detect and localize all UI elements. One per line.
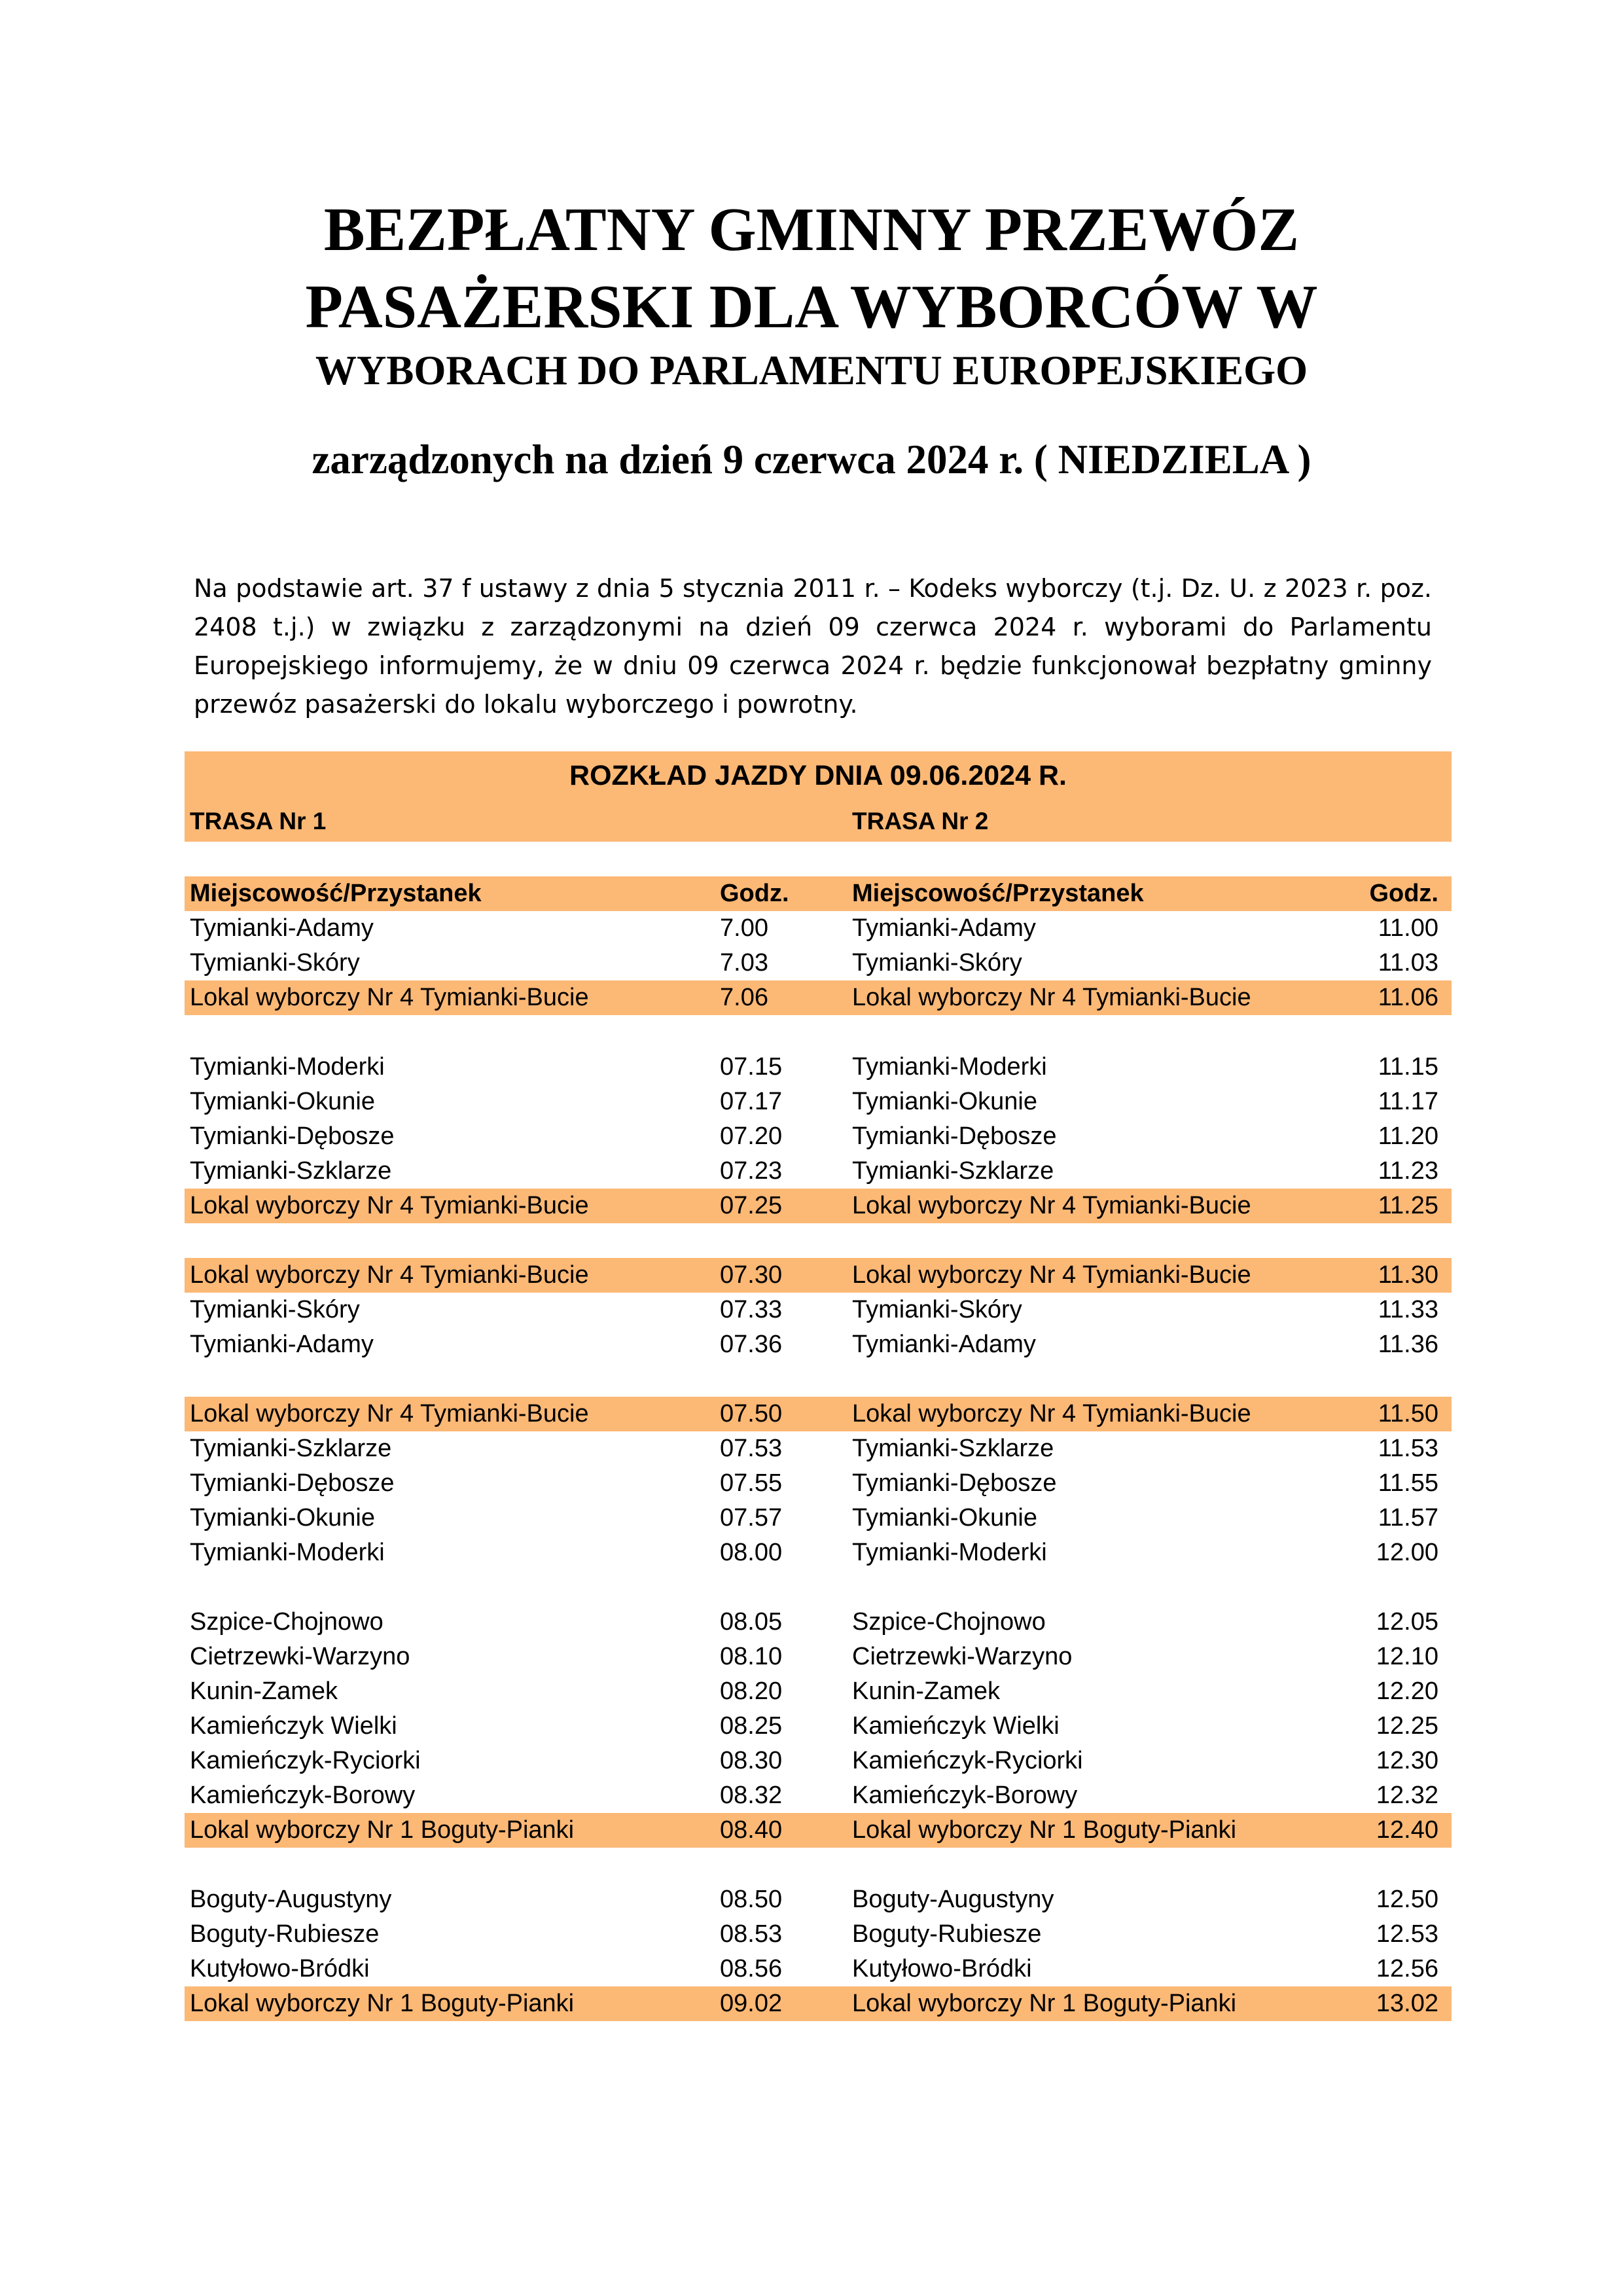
route-2-time: 11.00 (1378, 914, 1438, 942)
route-1-time: 08.20 (720, 1677, 783, 1705)
route-1-time: 07.53 (720, 1435, 783, 1462)
route-1-stop: Tymianki-Adamy (190, 1331, 374, 1358)
route-2-time: 11.06 (1378, 984, 1438, 1011)
route-2-time: 12.20 (1376, 1677, 1438, 1705)
route-1-time: 07.57 (720, 1504, 783, 1532)
route-2-stop: Lokal wyborczy Nr 4 Tymianki-Bucie (852, 1261, 1251, 1289)
route-2-time: 11.53 (1378, 1435, 1438, 1462)
stop-row (185, 1674, 1452, 1709)
route-1-stop: Tymianki-Skóry (190, 949, 360, 977)
route-2-time: 11.50 (1378, 1400, 1438, 1427)
stop-row (185, 1640, 1452, 1674)
route-1-time: 07.25 (720, 1192, 783, 1219)
stop-row (185, 1327, 1452, 1362)
stop-row (185, 1085, 1452, 1119)
route-2-time: 12.50 (1376, 1886, 1438, 1913)
route-1-time: 08.53 (720, 1920, 783, 1948)
stop-row (185, 1605, 1452, 1640)
route-1-time: 07.17 (720, 1088, 783, 1115)
route-1-stop: Tymianki-Dębosze (190, 1469, 395, 1497)
route-2-time: 11.20 (1378, 1122, 1438, 1150)
route-2-stop: Boguty-Rubiesze (852, 1920, 1042, 1948)
stop-row (185, 1882, 1452, 1917)
route-1-stop: Kamieńczyk-Ryciorki (190, 1747, 421, 1774)
stop-row (185, 1050, 1452, 1085)
route-2-stop: Lokal wyborczy Nr 1 Boguty-Pianki (852, 1816, 1237, 1844)
route-1-time: 07.55 (720, 1469, 783, 1497)
route-2-stop: Kamieńczyk Wielki (852, 1712, 1060, 1740)
route-2-time: 11.15 (1378, 1053, 1438, 1081)
route-2-time: 12.10 (1376, 1643, 1438, 1670)
row-gap (185, 1570, 1452, 1605)
route-1-label: TRASA Nr 1 (190, 808, 327, 834)
page-title-line-3: WYBORACH DO PARLAMENTU EUROPEJSKIEGO (315, 348, 1308, 393)
route-1-time: 7.00 (720, 914, 768, 942)
route-1-time: 08.56 (720, 1955, 783, 1982)
route-2-time: 12.05 (1376, 1608, 1438, 1636)
route-2-time: 11.17 (1378, 1088, 1438, 1115)
route-1-time: 7.06 (720, 984, 768, 1011)
route-2-stop: Lokal wyborczy Nr 4 Tymianki-Bucie (852, 1400, 1251, 1427)
route-1-time: 07.33 (720, 1296, 783, 1323)
route-1-time: 07.36 (720, 1331, 783, 1358)
route-2-stop: Tymianki-Dębosze (852, 1469, 1057, 1497)
route-2-stop: Tymianki-Adamy (852, 914, 1036, 942)
route-1-time: 09.02 (720, 1990, 783, 2017)
schedule-table (185, 751, 1452, 2021)
intro-line: 2408 t.j.) w związku z zarządzonymi na dzień 09 czerwca 2024 r. wyborami do Parlamentu (194, 613, 1432, 641)
schedule-rows (185, 911, 1452, 2021)
route-2-time: 12.25 (1376, 1712, 1438, 1740)
route-2-stop: Kutyłowo-Bródki (852, 1955, 1032, 1982)
route-2-stop: Boguty-Augustyny (852, 1886, 1054, 1913)
route-2-time: 11.36 (1378, 1331, 1438, 1358)
page-title-line-2: PASAŻERSKI DLA WYBORCÓW W (305, 273, 1318, 341)
stop-row (185, 1744, 1452, 1778)
route-2-stop: Lokal wyborczy Nr 1 Boguty-Pianki (852, 1990, 1237, 2017)
column-header-row (185, 876, 1452, 911)
route-1-stop: Kutyłowo-Bródki (190, 1955, 370, 1982)
route-2-time: 12.30 (1376, 1747, 1438, 1774)
stop-row (185, 1119, 1452, 1154)
page-title-line-1: BEZPŁATNY GMINNY PRZEWÓZ (323, 196, 1300, 264)
route-1-stop: Lokal wyborczy Nr 4 Tymianki-Bucie (190, 1192, 589, 1219)
route-1-stop: Szpice-Chojnowo (190, 1608, 383, 1636)
stop-row (185, 1154, 1452, 1189)
route-2-label: TRASA Nr 2 (852, 808, 989, 834)
polling-station-row (185, 980, 1452, 1015)
route-1-time: 07.15 (720, 1053, 783, 1081)
stop-row (185, 1535, 1452, 1570)
route-1-stop: Boguty-Augustyny (190, 1886, 392, 1913)
route-1-time: 08.10 (720, 1643, 783, 1670)
route-2-stop: Cietrzewki-Warzyno (852, 1643, 1073, 1670)
route-1-stop: Lokal wyborczy Nr 1 Boguty-Pianki (190, 1990, 575, 2017)
stop-row (185, 1778, 1452, 1813)
route-2-time-header: Godz. (1369, 880, 1438, 907)
route-1-time: 07.23 (720, 1157, 783, 1185)
stop-row (185, 1466, 1452, 1501)
row-gap (185, 1015, 1452, 1050)
route-1-stop: Kamieńczyk-Borowy (190, 1782, 416, 1809)
route-2-stop: Tymianki-Okunie (852, 1504, 1037, 1532)
stop-row (185, 1709, 1452, 1744)
route-2-time: 12.53 (1376, 1920, 1438, 1948)
route-1-stop: Kunin-Zamek (190, 1677, 338, 1705)
stop-row (185, 911, 1452, 946)
route-2-time: 11.30 (1378, 1261, 1438, 1289)
route-1-stop: Cietrzewki-Warzyno (190, 1643, 410, 1670)
route-1-stop: Tymianki-Moderki (190, 1053, 385, 1081)
route-2-time: 13.02 (1376, 1990, 1438, 2017)
route-1-place-header: Miejscowość/Przystanek (190, 880, 482, 907)
intro-line: Na podstawie art. 37 f ustawy z dnia 5 stycznia 2011 r. – Kodeks wyborczy (t.j. Dz. U. z 2023 r. poz. (194, 574, 1432, 603)
route-1-time: 08.00 (720, 1539, 783, 1566)
route-header-row (185, 800, 1452, 842)
stop-row (185, 1952, 1452, 1986)
polling-station-row (185, 1397, 1452, 1431)
route-2-stop: Tymianki-Skóry (852, 949, 1022, 977)
route-1-time: 08.32 (720, 1782, 783, 1809)
route-1-stop: Lokal wyborczy Nr 4 Tymianki-Bucie (190, 1261, 589, 1289)
route-2-stop: Kamieńczyk-Borowy (852, 1782, 1078, 1809)
polling-station-row (185, 1986, 1452, 2021)
route-2-stop: Tymianki-Okunie (852, 1088, 1037, 1115)
route-1-stop: Kamieńczyk Wielki (190, 1712, 397, 1740)
route-1-stop: Lokal wyborczy Nr 4 Tymianki-Bucie (190, 984, 589, 1011)
route-2-time: 11.33 (1378, 1296, 1438, 1323)
route-2-stop: Kamieńczyk-Ryciorki (852, 1747, 1083, 1774)
route-2-stop: Tymianki-Moderki (852, 1539, 1047, 1566)
route-2-stop: Tymianki-Adamy (852, 1331, 1036, 1358)
route-1-stop: Lokal wyborczy Nr 1 Boguty-Pianki (190, 1816, 575, 1844)
route-1-time: 08.25 (720, 1712, 783, 1740)
stop-row (185, 1293, 1452, 1327)
polling-station-row (185, 1258, 1452, 1293)
route-2-time: 12.32 (1376, 1782, 1438, 1809)
route-2-time: 11.25 (1378, 1192, 1438, 1219)
route-1-stop: Tymianki-Okunie (190, 1088, 375, 1115)
page-subtitle-date: zarządzonych na dzień 9 czerwca 2024 r. ( NIEDZIELA ) (312, 437, 1311, 482)
row-gap (185, 1848, 1452, 1882)
route-2-stop: Tymianki-Skóry (852, 1296, 1022, 1323)
stop-row (185, 1917, 1452, 1952)
route-1-stop: Tymianki-Dębosze (190, 1122, 395, 1150)
route-1-time: 07.20 (720, 1122, 783, 1150)
route-1-stop: Tymianki-Szklarze (190, 1157, 392, 1185)
route-2-stop: Tymianki-Moderki (852, 1053, 1047, 1081)
spacer (185, 842, 1452, 876)
route-1-time: 07.50 (720, 1400, 783, 1427)
route-1-stop: Tymianki-Adamy (190, 914, 374, 942)
route-1-stop: Tymianki-Moderki (190, 1539, 385, 1566)
route-2-stop: Lokal wyborczy Nr 4 Tymianki-Bucie (852, 1192, 1251, 1219)
schedule-title: ROZKŁAD JAZDY DNIA 09.06.2024 R. (185, 751, 1452, 800)
route-2-stop: Kunin-Zamek (852, 1677, 1000, 1705)
route-2-stop: Tymianki-Szklarze (852, 1435, 1054, 1462)
route-2-time: 11.57 (1378, 1504, 1438, 1532)
route-1-time: 07.30 (720, 1261, 783, 1289)
route-1-stop: Lokal wyborczy Nr 4 Tymianki-Bucie (190, 1400, 589, 1427)
route-2-stop: Szpice-Chojnowo (852, 1608, 1046, 1636)
intro-line: przewóz pasażerski do lokalu wyborczego i powrotny. (194, 690, 858, 719)
route-2-time: 11.55 (1378, 1469, 1438, 1497)
route-2-time: 11.03 (1378, 949, 1438, 977)
row-gap (185, 1223, 1452, 1258)
route-2-time: 11.23 (1378, 1157, 1438, 1185)
route-2-stop: Tymianki-Szklarze (852, 1157, 1054, 1185)
route-1-time: 08.50 (720, 1886, 783, 1913)
route-1-time-header: Godz. (720, 880, 789, 907)
route-2-time: 12.56 (1376, 1955, 1438, 1982)
route-2-stop: Tymianki-Dębosze (852, 1122, 1057, 1150)
stop-row (185, 946, 1452, 980)
route-1-time: 08.30 (720, 1747, 783, 1774)
route-1-stop: Tymianki-Szklarze (190, 1435, 392, 1462)
route-2-time: 12.00 (1376, 1539, 1438, 1566)
row-gap (185, 1362, 1452, 1397)
route-2-time: 12.40 (1376, 1816, 1438, 1844)
route-1-stop: Tymianki-Skóry (190, 1296, 360, 1323)
route-2-place-header: Miejscowość/Przystanek (852, 880, 1144, 907)
route-1-stop: Boguty-Rubiesze (190, 1920, 380, 1948)
route-1-time: 7.03 (720, 949, 768, 977)
route-1-time: 08.40 (720, 1816, 783, 1844)
polling-station-row (185, 1813, 1452, 1848)
route-1-stop: Tymianki-Okunie (190, 1504, 375, 1532)
stop-row (185, 1431, 1452, 1466)
intro-paragraph (194, 569, 1432, 724)
intro-line: Europejskiego informujemy, że w dniu 09 czerwca 2024 r. będzie funkcjonował bezpłatny gminny (194, 651, 1432, 680)
route-1-time: 08.05 (720, 1608, 783, 1636)
polling-station-row (185, 1189, 1452, 1223)
route-2-stop: Lokal wyborczy Nr 4 Tymianki-Bucie (852, 984, 1251, 1011)
stop-row (185, 1501, 1452, 1535)
